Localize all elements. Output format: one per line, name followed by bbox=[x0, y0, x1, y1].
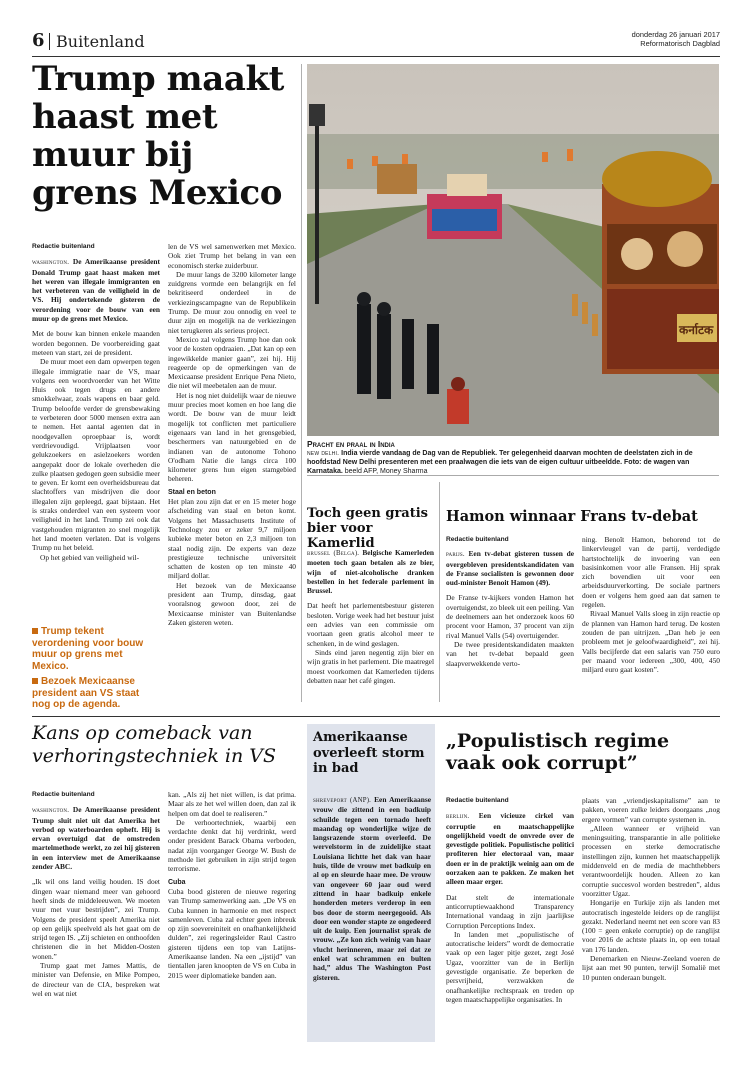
hamon-lead: Een tv-debat gisteren tussen de overgebleven presidentskandidaten van de Franse socialisten is gewonnen door oud-minister Benoit Hamon (49). bbox=[446, 549, 574, 588]
hamon-col-2 bbox=[582, 535, 720, 674]
section-title: Buitenland bbox=[56, 32, 145, 51]
storm-headline: Amerikaanse overleeft storm in bad bbox=[313, 730, 425, 776]
photo-rule bbox=[307, 475, 719, 476]
trump-paragraph: Met de bouw kan binnen enkele maanden worden begonnen. De voorbereiding gaat meteen van start, zei de president. bbox=[32, 329, 160, 357]
trump-paragraph: Mexico zal volgens Trump hoe dan ook voor de kosten opdraaien. „Dat kan op een ingewikkelde manier gaan”, zei hij. Hij reageerde op de opmerkingen van de Mexicaanse president Enrique Pena Nieto, die niet wil meebetalen aan de muur. bbox=[168, 334, 296, 391]
header-divider bbox=[49, 33, 50, 50]
bier-dateline: brussel (Belga). bbox=[307, 550, 360, 557]
trump-paragraph: De muur langs de 3200 kilometer lange zuidgrens vormde een belangrijk en fel bekritiseerd onderdeel in de verkiezingscampagne van de Republikein Trump. De muur zou onnodig en veel te duur zijn en mogelijk na de verkiezingen niet terugkeren als serieus project. bbox=[168, 269, 296, 335]
corrupt-byline: Redactie buitenland bbox=[446, 797, 509, 804]
header-meta bbox=[632, 30, 720, 48]
cia-lead: De Amerikaanse president Trump sluit niet uit dat Amerika het verbod op waterboarden opheft. Hij is ervan overtuigd dat de omstreden martelmethode werkt, zo zei hij gisteren in een interview met de Amerikaanse zender ABC. bbox=[32, 805, 160, 872]
bier-lead: Belgische Kamerleden moeten toch gaan betalen als ze bier, wijn of niet-alcoholische dranken bestellen in het federale parlement in Brussel. bbox=[307, 548, 434, 596]
trump-bullets bbox=[32, 626, 160, 711]
cia-headline: Kans op comeback van verhoringstechniek in VS bbox=[32, 722, 277, 767]
corrupt-paragraph: Denemarken en Nieuw-Zeeland voeren de lijst aan met 90 punten, terwijl Somalië met 10 punten onderaan bungelt. bbox=[582, 954, 720, 982]
bier-headline: Toch geen gratis bier voor Kamerlid bbox=[307, 506, 428, 551]
cia-byline: Redactie buitenland bbox=[32, 791, 95, 798]
trump-paragraph: Het bezoek van de Mexicaanse president aan Trump, dinsdag, gaat vooralsnog gewoon door, zei de Mexicaanse minister van Buitenlandse Zaken gisteren weten. bbox=[168, 580, 296, 627]
hamon-paragraph: De Franse tv-kijkers vonden Hamon het overtuigendst, zo bleek uit een peiling. Van de deelnemers aan het onderzoek koos 60 procent voor Hamon, 37 procent van zijn rival Manuel Valls (54) overtuigender. bbox=[446, 593, 574, 640]
corrupt-paragraph: „Alleen wanneer er vrijheid van meningsuiting, transparantie in alle politieke processen en sterke democratische instellingen zijn, kunnen het maatschappelijk middenveld en de media de machthebbers verantwoordelijk houden. Alleen zo kan corruptie succesvol worden bestreden”, aldus voorzitter Ugaz. bbox=[582, 823, 720, 898]
corrupt-paragraph: In landen met „populistische of autocratische leiders” wordt de democratie vaak op een lager pitje gezet, zegt José Ugaz, voorzitter van de in Berlijn gevestigde organisatie. Ze beperken de persvrijheid, verzwakken de onafhankelijke rechtspraak en treden op tegen maatschappelijke organisaties. In bbox=[446, 929, 574, 1004]
photo-caption-title: Pracht en praal in India bbox=[307, 439, 395, 449]
column-divider bbox=[439, 482, 440, 702]
trump-bullet-2: Bezoek Mexicaanse president aan VS staat nog op de agenda. bbox=[32, 676, 140, 710]
storm-lead: Een Amerikaanse vrouw die zittend in een badkuip schuilde tegen een tornado heeft maandag op wonderlijke wijze de langsrazende storm overleefd. De wervelstorm in de zuidelijke staat Louisiana lichtte het dak van haar huis, tilde de vrouw met badkuip en al op en sleurde haar mee. De vrouw van ongeveer 60 jaar oud werd zittend in haar badkuip enkele honderden meters verderop in een bos door de storm neergegooid. Als door een wonder stapte ze ongedeerd uit de kuip. Een journalist sprak de vrouw. „Ze kon zich weinig van haar vlucht herinneren, maar zei dat ze enkel wat schrammen en bulten had,” aldus The Washington Post gisteren. bbox=[313, 795, 431, 982]
trump-col-1 bbox=[32, 242, 160, 562]
float-sign-text: कर्नाटक bbox=[679, 323, 714, 337]
cia-paragraph: Cuba bood gisteren de nieuwe regering van Trump samenwerking aan. „De VS en Cuba kunnen in harmonie en met respect samenleven. Cuba zal echter geen inbreuk op zijn soevereiniteit en onafhankelijkheid dulden”, zei regeringsleider Raul Castro gisteren tijdens een top van Latijns-Amerikaanse landen. Na een „ijstijd” van tientallen jaren knoopten de VS en Cuba in 2015 weer diplomatieke banden aan. bbox=[168, 886, 296, 980]
cia-paragraph: Trump gaat met James Mattis, de minister van Defensie, en Mike Pompeo, de directeur van de CIA, bespreken wat wel en wat niet bbox=[32, 961, 160, 998]
photo-caption-dateline: new delhi. bbox=[307, 450, 340, 457]
issue-date: donderdag 26 januari 2017 bbox=[631, 30, 720, 39]
parade-photo bbox=[307, 64, 719, 436]
corrupt-col-2 bbox=[582, 796, 720, 982]
cia-col-1 bbox=[32, 790, 160, 998]
corrupt-paragraph: plaats van „vriendjeskapitalisme” aan te pakken, voeren zulke leiders doorgaans „nog ergere vormen” van corrupte systemen in. bbox=[582, 796, 720, 824]
hamon-paragraph: De twee presidentskandidaten maakten van het tv-debat bepaald geen slaapverwekkende verto- bbox=[446, 639, 574, 668]
trump-bullet-1: Trump tekent verordening voor bouw muur op grens met Mexico. bbox=[32, 626, 144, 672]
hamon-paragraph: Rivaal Manuel Valls sloeg in zijn reactie op de plannen van Hamon hard terug. De kosten zouden de pan uitrijzen. „Dan heb je een probleem met je geloofwaardigheid”, zei hij. Valls becijferde dat een salaris van 750 euro per maand voor iedereen „300, 400, 450 miljard euro gaat kosten”. bbox=[582, 609, 720, 675]
trump-paragraph: De muur moet een dam opwerpen tegen illegale immigratie naar de VS, maar volgens een woordvoerder van het Witte Huis ook tegen drugs en andere smokkelwaar, zoals wapens en baar geld. Trump beloofde verder de grensbewaking te verbeteren door 5000 mensen extra aan te nemen. Het aantal agenten dat in noodgevallen oproepbaar is, wordt verdrievoudigd. Vrijplaatsen voor gelukzoekers en asielzoekers worden aangepakt door de lokale overheden die zulke plaatsen gedogen geen subsidie meer te geven. Er komt een overheidsbureau dat slachtoffers van misdrijven die door illegalen zijn gepleegd, gaat bijstaan. Het is straks onderdeel van een systeem voor veiligheid in het land. Trump zei ook dat vastgehouden migranten zo snel mogelijk het land moeten verlaten. Dat is volgens Trump nu het beleid. bbox=[32, 357, 160, 553]
corrupt-headline: „Populistisch regime vaak ook corrupt” bbox=[446, 730, 670, 774]
bier-body bbox=[307, 548, 434, 685]
header-rule bbox=[32, 56, 720, 57]
column-divider bbox=[301, 64, 302, 702]
trump-dateline: washington. bbox=[32, 259, 70, 267]
trump-paragraph: Het is nog niet duidelijk waar de nieuwe muur precies moet komen en hoe lang die wordt. De bouw van de muur leidt mogelijk tot conflicten met particuliere eigenaars van land in het grensgebied, beschermers van natuurgebied en de indianen van de autonome Tohono O'odham Natie die langs circa 100 kilometer grens hun eigen stamgebied beheren. bbox=[168, 390, 296, 484]
trump-lead: De Amerikaanse president Donald Trump gaat haast maken met het weren van illegale immigranten en het verbeteren van de veiligheid in de VS. Hij ondertekende gisteren de verordening voor de bouw van een muur op de grens met Mexico. bbox=[32, 257, 160, 324]
corrupt-dateline: berlijn. bbox=[446, 813, 470, 821]
trump-paragraph: len de VS wel samenwerken met Mexico. Ook ziet Trump het belang in van een economisch sterke zuiderbuur. bbox=[168, 242, 296, 270]
bier-paragraph: Dat heeft het parlementsbestuur gisteren besloten. Vorige week had het bestuur juist een advies van een commissie om voortaan geen gratis alcohol meer te schenken, in de wind geslagen. bbox=[307, 601, 434, 648]
photo-caption-text: India vierde vandaag de Dag van de Republiek. Ter gelegenheid daarvan mochten de deelstaten zich in de hoofdstad New Delhi presenteren met een praalwagen die iets van de eigen cultuur uitbeeldde. Foto: de wagen van Karnataka. bbox=[307, 450, 693, 475]
photo-caption bbox=[307, 440, 719, 476]
bier-paragraph: Sinds eind jaren negentig zijn bier en wijn gratis in het parlement. Die maatregel moest voorkomen dat Kamerleden tijdens debatten naar het café gingen. bbox=[307, 647, 434, 685]
hamon-paragraph: ning. Benoît Hamon, behorend tot de linkervleugel van de partij, verdedigde hartstochtelijk de invoering van een basisinkomen voor alle Fransen. Hij sprak zich bovendien uit voor een arbeidsduurverkorting. De sociale partners doen er volgens hem goed aan dat samen te regelen. bbox=[582, 535, 720, 610]
cia-col-2 bbox=[168, 790, 296, 980]
bullet-square-icon bbox=[32, 628, 38, 634]
corrupt-lead: Een vicieuze cirkel van corruptie en maatschappelijke ongelijkheid voedt de onvrede over de gevestigde politiek. Populistische politici profiteren hier electoraal van, maar doen er in de praktijk weinig aan om de oorzaken aan te pakken. Ze maken het alleen maar erger. bbox=[446, 811, 574, 887]
trump-byline: Redactie buitenland bbox=[32, 243, 95, 250]
cia-paragraph: kan. „Als zij het niet willen, is dat prima. Maar als ze het wel willen doen, dan zal ik helpen om dat doel te realiseren.” bbox=[168, 790, 296, 818]
trump-paragraph: Het plan zou zijn dat er en 15 meter hoge afscheiding van staal en beton komt. Volgens het Massachusetts Institute of Technology zou er zeker 9,7 miljoen kubieke meter beton en 2,3 miljoen ton staal nodig zijn. De experts van deze prestigieuze technische universiteit schatten de kosten op ten minste 40 miljard dollar. bbox=[168, 497, 296, 581]
cia-dateline: washington. bbox=[32, 807, 70, 815]
newspaper-name: Reformatorisch Dagblad bbox=[640, 39, 720, 48]
hamon-dateline: parijs. bbox=[446, 551, 465, 559]
corrupt-col-1 bbox=[446, 796, 574, 1004]
cia-subhead: Cuba bbox=[168, 878, 186, 886]
hamon-col-1 bbox=[446, 535, 574, 668]
corrupt-paragraph: Dat stelt de internationale anticorruptiewaakhond Transparency International vandaag in zijn jaarlijkse Corruption Perceptions Index. bbox=[446, 892, 574, 930]
trump-col-2 bbox=[168, 242, 296, 627]
cia-paragraph: De verhoortechniek, waarbij een verdachte denkt dat hij verdrinkt, werd onder president Barack Obama verboden, nadat zijn voorganger George W. Bush de methode liet gebruiken in zijn strijd tegen terrorisme. bbox=[168, 817, 296, 874]
lower-section-rule bbox=[32, 716, 720, 717]
cia-paragraph: „Ik wil ons land veilig houden. IS doet dingen waar niemand meer van gehoord heeft sinds de middeleeuwen. We moeten vuur met vuur bestrijden”, zei Trump. Volgens de president speelt Amerika niet op een gelijk speelveld als het gaat om de strijd tegen IS. „Zij schieten en onthoofden christenen die in het Midden-Oosten wonen.” bbox=[32, 877, 160, 961]
bullet-square-icon bbox=[32, 678, 38, 684]
hamon-headline: Hamon winnaar Frans tv-debat bbox=[446, 508, 698, 525]
corrupt-paragraph: Hongarije en Turkije zijn als landen met autocratisch ingestelde leiders op de ranglijst gezakt. Nederland neemt net een score van 83 (100 = geen enkele corruptie) op de ranglijst voor 2016 de achtste plaats in, op een totaal van 176 landen. bbox=[582, 898, 720, 954]
trump-paragraph: Op het gebied van veiligheid wil- bbox=[40, 552, 140, 562]
parade-photo-illustration bbox=[307, 64, 719, 436]
page-number: 6 bbox=[32, 30, 45, 51]
trump-headline: Trump maakt haast met muur bij grens Mexico bbox=[32, 59, 284, 213]
storm-dateline: shreveport (ANP). bbox=[313, 797, 372, 804]
hamon-byline: Redactie buitenland bbox=[446, 536, 509, 543]
storm-body bbox=[313, 795, 431, 982]
photo-credit: beeld AFP, Money Sharma bbox=[344, 468, 428, 475]
trump-subhead: Staal en beton bbox=[168, 488, 216, 496]
